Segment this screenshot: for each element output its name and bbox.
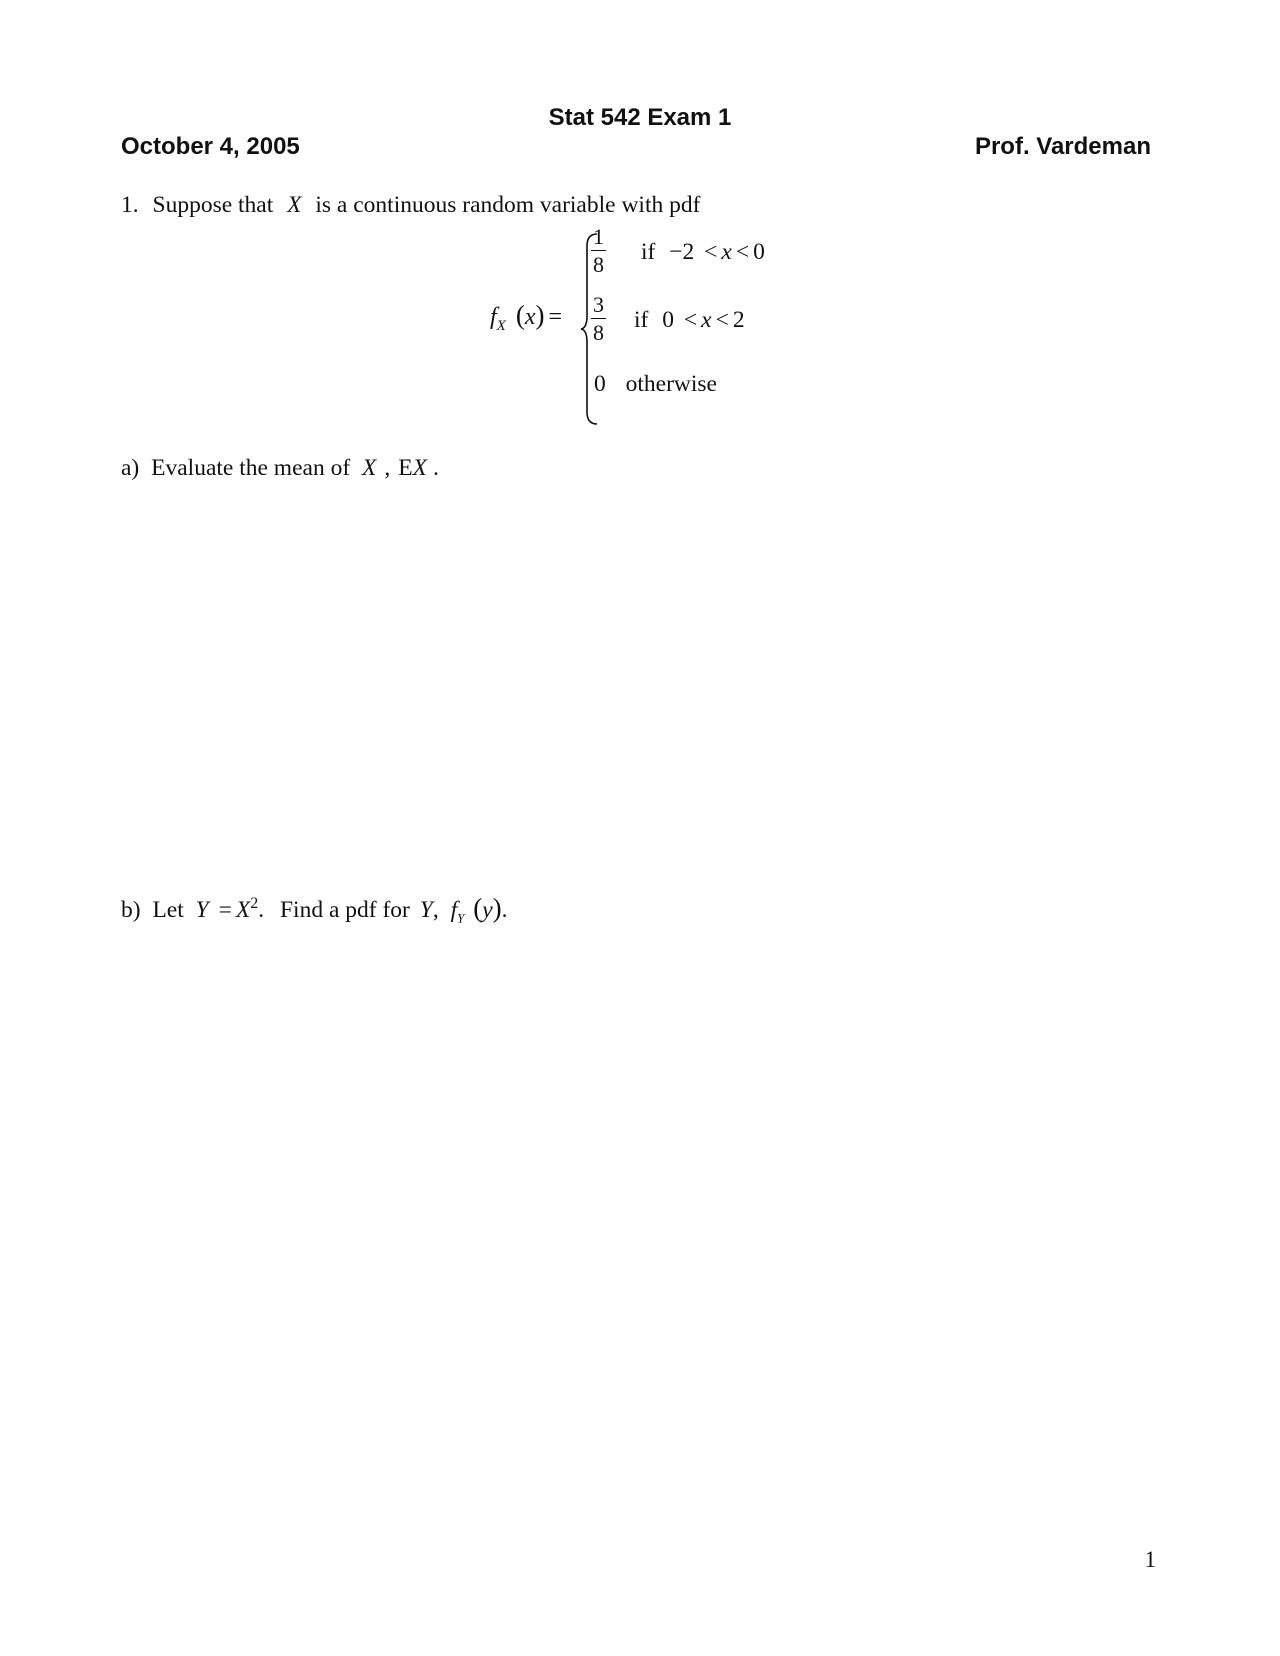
page-number: 1 [1144,1547,1156,1572]
exam-date: October 4, 2005 [121,133,300,160]
fraction-3-8: $\frac{3}{8}$ [593,292,604,345]
fraction-1-8: $\frac{1}{8}$ [593,224,604,277]
professor-name: Prof. Vardeman [974,133,1151,160]
question-number: 1. [121,192,139,218]
part-label: a) [121,455,140,481]
pdf-case-2-condition: if 0 < x < 2 [634,307,745,333]
pdf-lhs: $f_X$ (x) = [490,300,563,334]
question-1-intro: 1. Suppose that X is a continuous random variable with pdf [121,192,701,218]
variable-x: X [287,192,302,218]
pdf-case-1-condition: if −2 < x < 0 [641,239,765,265]
question-1a: a) Evaluate the mean of X , EX . [121,455,439,481]
page-title: Stat 542 Exam 1 [548,104,732,131]
part-label: b) [121,897,141,923]
pdf-case-2 [591,294,606,345]
pdf-case-1 [591,226,606,277]
pdf-case-3: 0 otherwise [594,371,717,397]
question-1b: b) Let $Y = X^2$. Find a pdf for Y, $f_Y$ (y). [121,893,508,926]
